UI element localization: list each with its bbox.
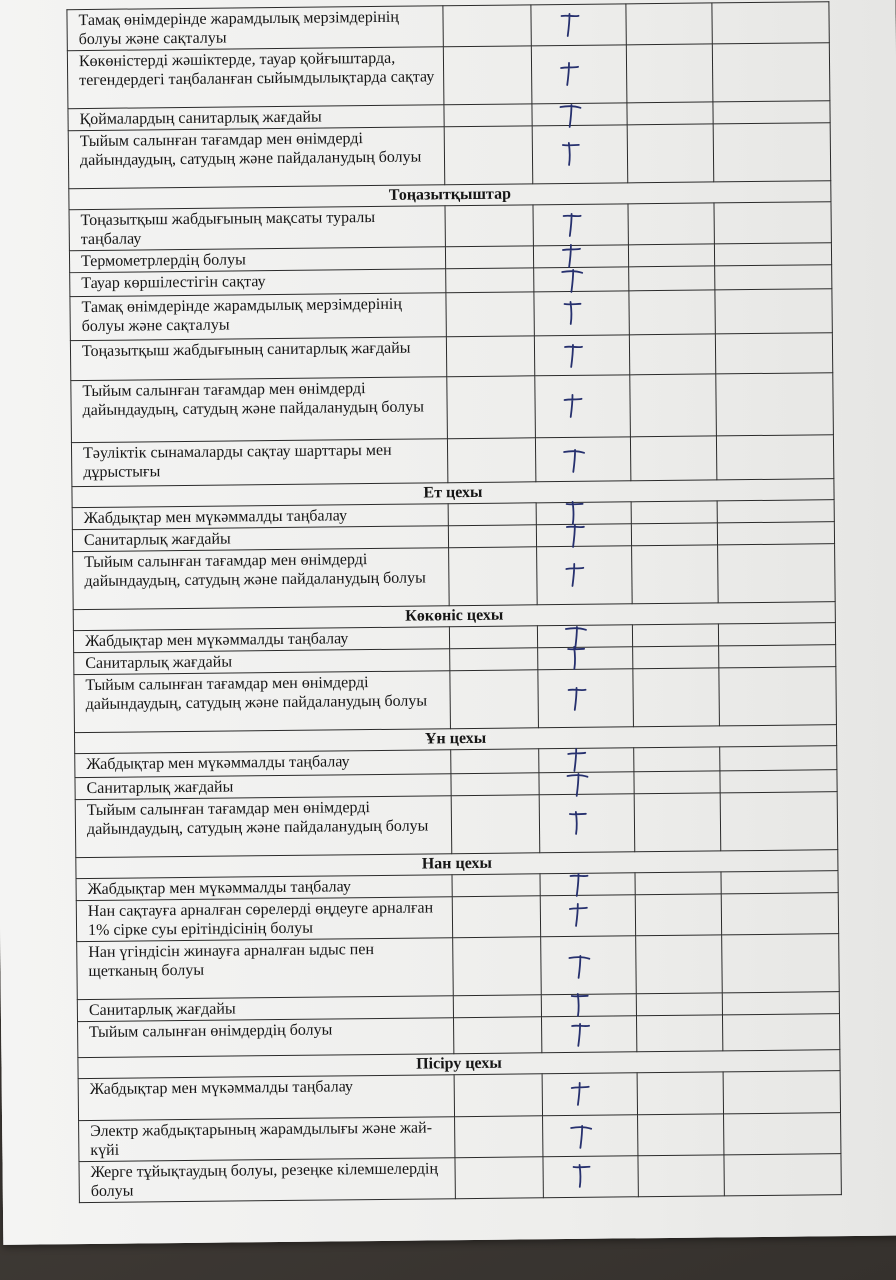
plus-mark-icon	[566, 1021, 592, 1047]
empty-cell	[712, 2, 829, 44]
empty-cell	[453, 937, 542, 996]
plus-mark-icon	[566, 992, 592, 1018]
check-cell	[540, 895, 635, 937]
empty-cell	[634, 771, 720, 794]
empty-cell	[450, 670, 539, 729]
empty-cell	[455, 1157, 543, 1199]
empty-cell	[453, 995, 541, 1018]
section-title: Пісіру цехы	[78, 1050, 840, 1079]
empty-cell	[626, 3, 712, 45]
empty-cell	[451, 749, 539, 774]
handwritten-plus-mark	[565, 903, 591, 929]
plus-mark-icon	[557, 141, 583, 167]
criterion-text: Санитарлық жағдайы	[75, 774, 451, 800]
empty-cell	[626, 44, 713, 103]
criterion-text: Тоңазытқыш жабдығының мақсаты туралы таңбалау	[69, 206, 445, 251]
empty-cell	[714, 243, 831, 266]
plus-mark-icon	[564, 871, 590, 897]
handwritten-plus-mark	[564, 810, 590, 836]
handwritten-plus-mark	[556, 101, 582, 127]
check-cell	[535, 437, 630, 482]
empty-cell	[720, 746, 837, 771]
handwritten-plus-mark	[558, 212, 584, 238]
criterion-text: Тәуліктік сынамаларды сақтау шарттары мен дұрыстығы	[71, 439, 447, 487]
criterion-text: Тыйым салынған тағамдар мен өнімдерді дайындаудың, сатудың және пайдаланудың болуы	[68, 127, 445, 189]
criterion-text: Санитарлық жағдайы	[74, 649, 450, 675]
empty-cell	[627, 102, 713, 125]
handwritten-plus-mark	[566, 1021, 592, 1047]
empty-cell	[632, 545, 719, 604]
check-cell	[535, 375, 631, 438]
empty-cell	[630, 436, 716, 481]
checklist-row	[71, 435, 833, 487]
section-title: Көкөніс цехы	[73, 602, 835, 631]
criterion-text: Тамақ өнімдерінде жарамдылық мерзімдерінің болуы және сақталуы	[70, 293, 446, 341]
plus-mark-icon	[563, 770, 589, 796]
section-title: Ұн цехы	[74, 725, 836, 754]
empty-cell	[445, 205, 533, 247]
plus-mark-icon	[568, 1164, 594, 1190]
empty-cell	[717, 500, 834, 523]
section-title: Ет цехы	[72, 479, 834, 508]
section-title: Тоңазытқыштар	[69, 181, 831, 210]
empty-cell	[448, 503, 536, 526]
empty-cell	[444, 104, 532, 127]
empty-cell	[715, 265, 832, 290]
criterion-text: Санитарлық жағдайы	[72, 526, 448, 552]
empty-cell	[447, 376, 536, 439]
plus-mark-icon	[556, 61, 582, 87]
check-cell	[534, 291, 629, 336]
check-cell	[531, 4, 626, 46]
plus-mark-icon	[559, 393, 585, 419]
empty-cell	[717, 522, 834, 545]
plus-mark-icon	[565, 903, 591, 929]
empty-cell	[716, 435, 833, 480]
handwritten-plus-mark	[562, 645, 588, 671]
empty-cell	[454, 1074, 542, 1117]
check-cell	[541, 994, 636, 1017]
empty-cell	[448, 525, 536, 548]
empty-cell	[715, 333, 832, 374]
empty-cell	[631, 523, 717, 546]
criterion-text: Тыйым салынған тағамдар мен өнімдерді дайындаудың, сатудың және пайдаланудың болуы	[75, 796, 452, 858]
check-cell	[533, 204, 628, 246]
checklist-row	[75, 792, 838, 858]
check-cell	[532, 125, 628, 184]
empty-cell	[632, 624, 718, 647]
criterion-text: Жерге тұйықтаудың болуы, резеңке кілемшелердің болуы	[79, 1158, 455, 1203]
criterion-text: Жабдықтар мен мүкәммалды таңбалау	[72, 504, 448, 530]
checklist-row	[77, 934, 840, 1000]
check-cell	[541, 936, 637, 995]
empty-cell	[446, 292, 534, 337]
handwritten-plus-mark	[563, 685, 589, 711]
empty-cell	[451, 795, 540, 854]
checklist-body	[67, 2, 841, 1203]
plus-mark-icon	[559, 342, 585, 368]
empty-cell	[633, 646, 719, 669]
empty-cell	[629, 290, 715, 335]
empty-cell	[722, 992, 839, 1015]
empty-cell	[443, 5, 531, 47]
empty-cell	[636, 993, 722, 1016]
empty-cell	[452, 874, 540, 897]
empty-cell	[447, 438, 535, 483]
empty-cell	[712, 43, 830, 102]
empty-cell	[638, 1155, 724, 1197]
check-cell	[538, 647, 633, 670]
empty-cell	[716, 373, 834, 436]
empty-cell	[630, 374, 717, 437]
criterion-text: Нан үгіндісін жинауға арналған ыдыс пен щетканың болуы	[77, 938, 454, 1000]
check-cell	[537, 546, 633, 605]
criterion-text: Санитарлық жағдайы	[77, 996, 453, 1022]
plus-mark-icon	[556, 101, 582, 127]
empty-cell	[715, 289, 832, 334]
criterion-text: Тыйым салынған тағамдар мен өнімдерді дайындаудың, сатудың және пайдаланудың болуы	[74, 671, 451, 733]
empty-cell	[628, 203, 714, 245]
checklist-row	[68, 123, 831, 189]
checklist-row	[74, 667, 837, 733]
criterion-text: Электр жабдықтарының жарамдылығы және жай-күйі	[79, 1117, 455, 1162]
empty-cell	[446, 268, 534, 293]
plus-mark-icon	[558, 212, 584, 238]
empty-cell	[721, 871, 838, 894]
plus-mark-icon	[555, 12, 581, 38]
empty-cell	[635, 894, 721, 936]
empty-cell	[452, 896, 540, 938]
handwritten-plus-mark	[566, 992, 592, 1018]
criterion-text: Тамақ өнімдерінде жарамдылық мерзімдерінің болуы және сақталуы	[67, 6, 443, 51]
criterion-text: Термометрлердің болуы	[69, 247, 445, 273]
empty-cell	[449, 626, 537, 649]
check-cell	[536, 524, 631, 547]
plus-mark-icon	[558, 266, 584, 292]
criterion-text: Жабдықтар мен мүкәммалды таңбалау	[78, 1075, 454, 1121]
handwritten-plus-mark	[565, 952, 591, 978]
check-cell	[532, 103, 627, 126]
handwritten-plus-mark	[563, 770, 589, 796]
check-cell	[531, 45, 627, 104]
plus-mark-icon	[563, 685, 589, 711]
plus-mark-icon	[561, 522, 587, 548]
empty-cell	[634, 793, 721, 852]
criterion-text: Көкөністерді жәшіктерде, тауар қойғыштарда, тегендердегі таңбаланған сыйымдылықтарда сақтау	[67, 47, 444, 109]
section-title: Нан цехы	[76, 850, 838, 879]
empty-cell	[722, 1014, 839, 1051]
empty-cell	[635, 872, 721, 895]
check-cell	[533, 245, 628, 268]
plus-mark-icon	[567, 1081, 593, 1107]
check-cell	[541, 1016, 636, 1053]
empty-cell	[636, 1015, 722, 1052]
empty-cell	[444, 126, 533, 185]
handwritten-plus-mark	[557, 141, 583, 167]
criterion-text: Нан сақтауға арналған сөрелерді өңдеуге арналған 1% сірке суы ерітіндісінің болуы	[76, 897, 452, 942]
plus-mark-icon	[564, 810, 590, 836]
plus-mark-icon	[567, 1123, 593, 1149]
empty-cell	[451, 773, 539, 796]
checklist-row	[73, 544, 836, 610]
empty-cell	[443, 46, 532, 105]
checklist-row	[71, 373, 834, 443]
check-cell	[543, 1115, 638, 1157]
checklist-row	[67, 43, 830, 109]
empty-cell	[713, 101, 830, 124]
plus-mark-icon	[562, 645, 588, 671]
empty-cell	[721, 893, 838, 935]
empty-cell	[723, 1071, 840, 1114]
empty-cell	[724, 1113, 841, 1155]
handwritten-plus-mark	[561, 522, 587, 548]
check-cell	[543, 1156, 638, 1198]
criterion-text: Жабдықтар мен мүкәммалды таңбалау	[73, 627, 449, 653]
empty-cell	[634, 747, 720, 772]
empty-cell	[714, 202, 831, 244]
handwritten-plus-mark	[561, 562, 587, 588]
check-cell	[539, 794, 635, 853]
empty-cell	[450, 648, 538, 671]
handwritten-plus-mark	[558, 300, 584, 326]
criterion-text: Тоңазытқыш жабдығының санитарлық жағдайы	[70, 337, 446, 381]
check-cell	[534, 267, 629, 292]
plus-mark-icon	[560, 446, 586, 472]
handwritten-plus-mark	[559, 393, 585, 419]
handwritten-plus-mark	[559, 342, 585, 368]
criterion-text: Қоймалардың санитарлық жағдайы	[68, 105, 444, 131]
empty-cell	[638, 1114, 724, 1156]
criterion-text: Тауар көршілестігін сақтау	[70, 269, 446, 297]
handwritten-plus-mark	[567, 1123, 593, 1149]
criterion-text: Тыйым салынған тағамдар мен өнімдерді дайындаудың, сатудың және пайдаланудың болуы	[73, 548, 450, 610]
empty-cell	[449, 547, 538, 606]
empty-cell	[633, 668, 720, 727]
check-cell	[538, 669, 634, 728]
checklist-row	[79, 1154, 841, 1203]
handwritten-plus-mark	[558, 266, 584, 292]
empty-cell	[446, 336, 534, 377]
checklist-table	[66, 1, 841, 1203]
handwritten-plus-mark	[564, 871, 590, 897]
empty-cell	[713, 123, 831, 182]
handwritten-plus-mark	[567, 1081, 593, 1107]
empty-cell	[722, 934, 840, 993]
check-cell	[539, 748, 634, 773]
empty-cell	[718, 544, 836, 603]
empty-cell	[637, 1072, 723, 1115]
criterion-text: Тыйым салынған тағамдар мен өнімдерді дайындаудың, сатудың және пайдаланудың болуы	[71, 377, 448, 443]
empty-cell	[455, 1116, 543, 1158]
checklist-row	[70, 289, 832, 341]
plus-mark-icon	[561, 562, 587, 588]
empty-cell	[629, 334, 715, 375]
criterion-text: Жабдықтар мен мүкәммалды таңбалау	[76, 875, 452, 901]
empty-cell	[720, 792, 838, 851]
empty-cell	[627, 124, 714, 183]
empty-cell	[718, 623, 835, 646]
empty-cell	[636, 935, 723, 994]
check-cell	[534, 335, 629, 376]
plus-mark-icon	[565, 952, 591, 978]
empty-cell	[628, 244, 714, 267]
criterion-text: Тыйым салынған өнімдердің болуы	[78, 1018, 454, 1058]
empty-cell	[724, 1154, 841, 1196]
empty-cell	[445, 246, 533, 269]
handwritten-plus-mark	[560, 446, 586, 472]
empty-cell	[453, 1017, 541, 1054]
plus-mark-icon	[558, 300, 584, 326]
criterion-text: Жабдықтар мен мүкәммалды таңбалау	[75, 750, 451, 778]
empty-cell	[720, 770, 837, 793]
empty-cell	[719, 667, 837, 726]
handwritten-plus-mark	[555, 12, 581, 38]
check-cell	[540, 873, 635, 896]
check-cell	[542, 1073, 637, 1116]
empty-cell	[631, 501, 717, 524]
handwritten-plus-mark	[556, 61, 582, 87]
handwritten-plus-mark	[568, 1164, 594, 1190]
empty-cell	[629, 266, 715, 291]
check-cell	[539, 772, 634, 795]
empty-cell	[719, 645, 836, 668]
